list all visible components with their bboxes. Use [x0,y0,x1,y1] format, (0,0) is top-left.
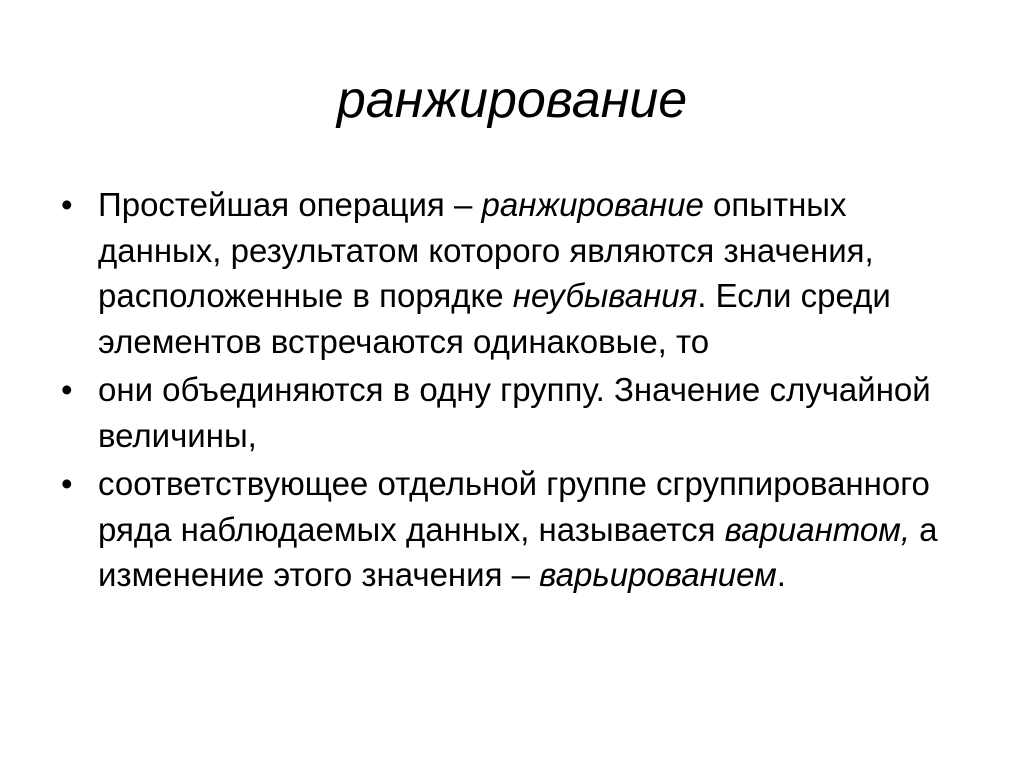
bullet-1-text-c: . Если среди элементов встречаются одинаковые, то [98,277,891,360]
bullet-1-text-a: Простейшая операция – [98,186,482,223]
bullet-3-emphasis-b: варьированием [539,556,777,593]
bullet-item-2 [0,367,938,458]
bullet-1-emphasis-b: неубывания [512,277,698,314]
bullet-dot-icon: • [61,371,73,408]
bullet-2-text-a: они объединяются в одну группу. Значение случайной величины, [98,371,931,454]
bullet-3-text-b: а изменение этого значения – [98,510,938,593]
bullet-item-3 [0,461,938,598]
bullet-1-text-b: опытных данных, результатом которого являются значения, расположенные в порядке [98,186,874,314]
bullet-dot-icon: • [61,465,73,502]
bullet-1-emphasis-a: ранжирование [481,186,704,223]
bullet-3-text-c: . [776,556,786,593]
slide-title: ранжирование [336,71,688,129]
bullet-list [0,182,1024,601]
bullet-3-text-a: соответствующее отдельной группе сгруппированного ряда наблюдаемых данных, называется [98,465,930,548]
bullet-3-emphasis-a: вариантом, [724,510,911,548]
bullet-dot-icon: • [61,186,73,223]
bullet-item-1 [0,182,938,364]
